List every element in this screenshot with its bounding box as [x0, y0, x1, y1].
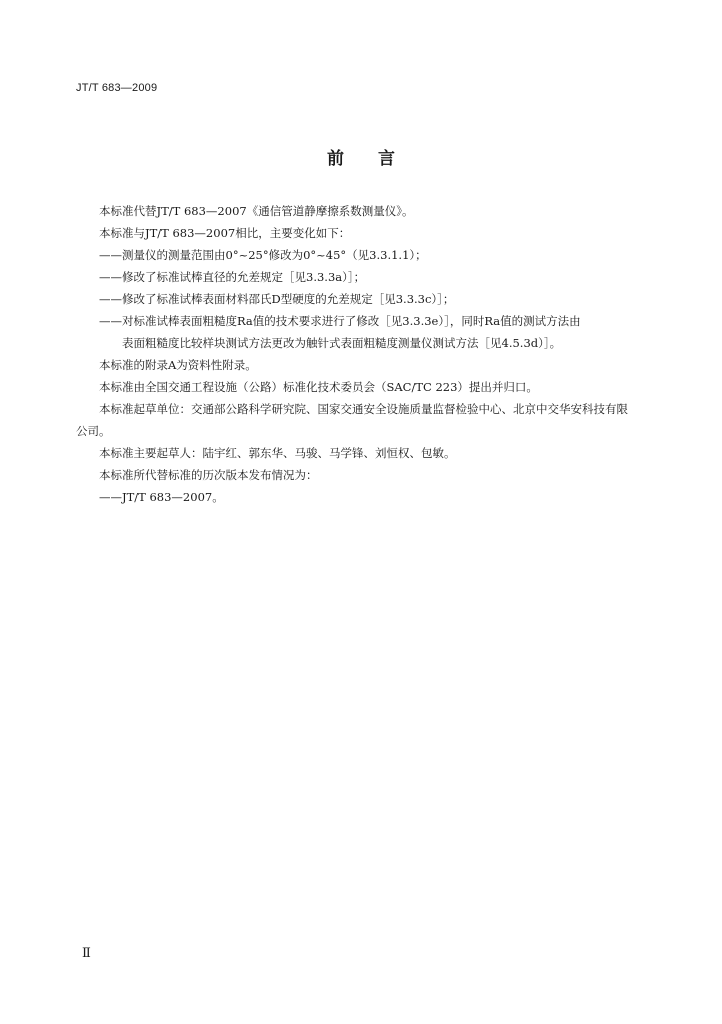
- change-item-roughness-continued: 表面粗糙度比较样块测试方法更改为触针式表面粗糙度测量仪测试方法［见4.5.3d）］。: [122, 336, 562, 350]
- change-item-hardness: ——修改了标准试棒表面材料邵氏D型硬度的允差规定［见3.3.3c）］；: [99, 292, 455, 306]
- section-title: 前言: [327, 149, 429, 169]
- paragraph-drafters: 本标准主要起草人：陆宇红、郭东华、马骏、马学锋、刘恒权、包敏。: [99, 446, 456, 460]
- foreword-body: [76, 200, 636, 508]
- change-item-roughness: ——对标准试棒表面粗糙度Ra值的技术要求进行了修改［见3.3.3e）］，同时Ra值的测试方法由: [99, 314, 581, 328]
- paragraph-proposed-by: 本标准由全国交通工程设施（公路）标准化技术委员会（SAC/TC 223）提出并归口。: [99, 380, 538, 394]
- change-item-range: ——测量仪的测量范围由0°~25°修改为0°~45°（见3.3.1.1）；: [99, 248, 427, 262]
- document-code-header: JT/T 683—2009: [76, 82, 158, 94]
- page-number: Ⅱ: [82, 946, 91, 961]
- history-item: ——JT/T 683—2007。: [99, 490, 224, 504]
- paragraph-changes-intro: 本标准与JT/T 683—2007相比，主要变化如下：: [99, 226, 351, 240]
- paragraph-drafting-units: 本标准起草单位：交通部公路科学研究院、国家交通安全设施质量监督检验中心、北京中交华安科技有限公司。: [76, 402, 628, 438]
- change-item-diameter: ——修改了标准试棒直径的允差规定［见3.3.3a）］；: [99, 270, 366, 284]
- paragraph-history-intro: 本标准所代替标准的历次版本发布情况为：: [99, 468, 318, 482]
- paragraph-replaces: 本标准代替JT/T 683—2007《通信管道静摩擦系数测量仪》。: [99, 204, 414, 218]
- paragraph-appendix: 本标准的附录A为资料性附录。: [99, 358, 257, 372]
